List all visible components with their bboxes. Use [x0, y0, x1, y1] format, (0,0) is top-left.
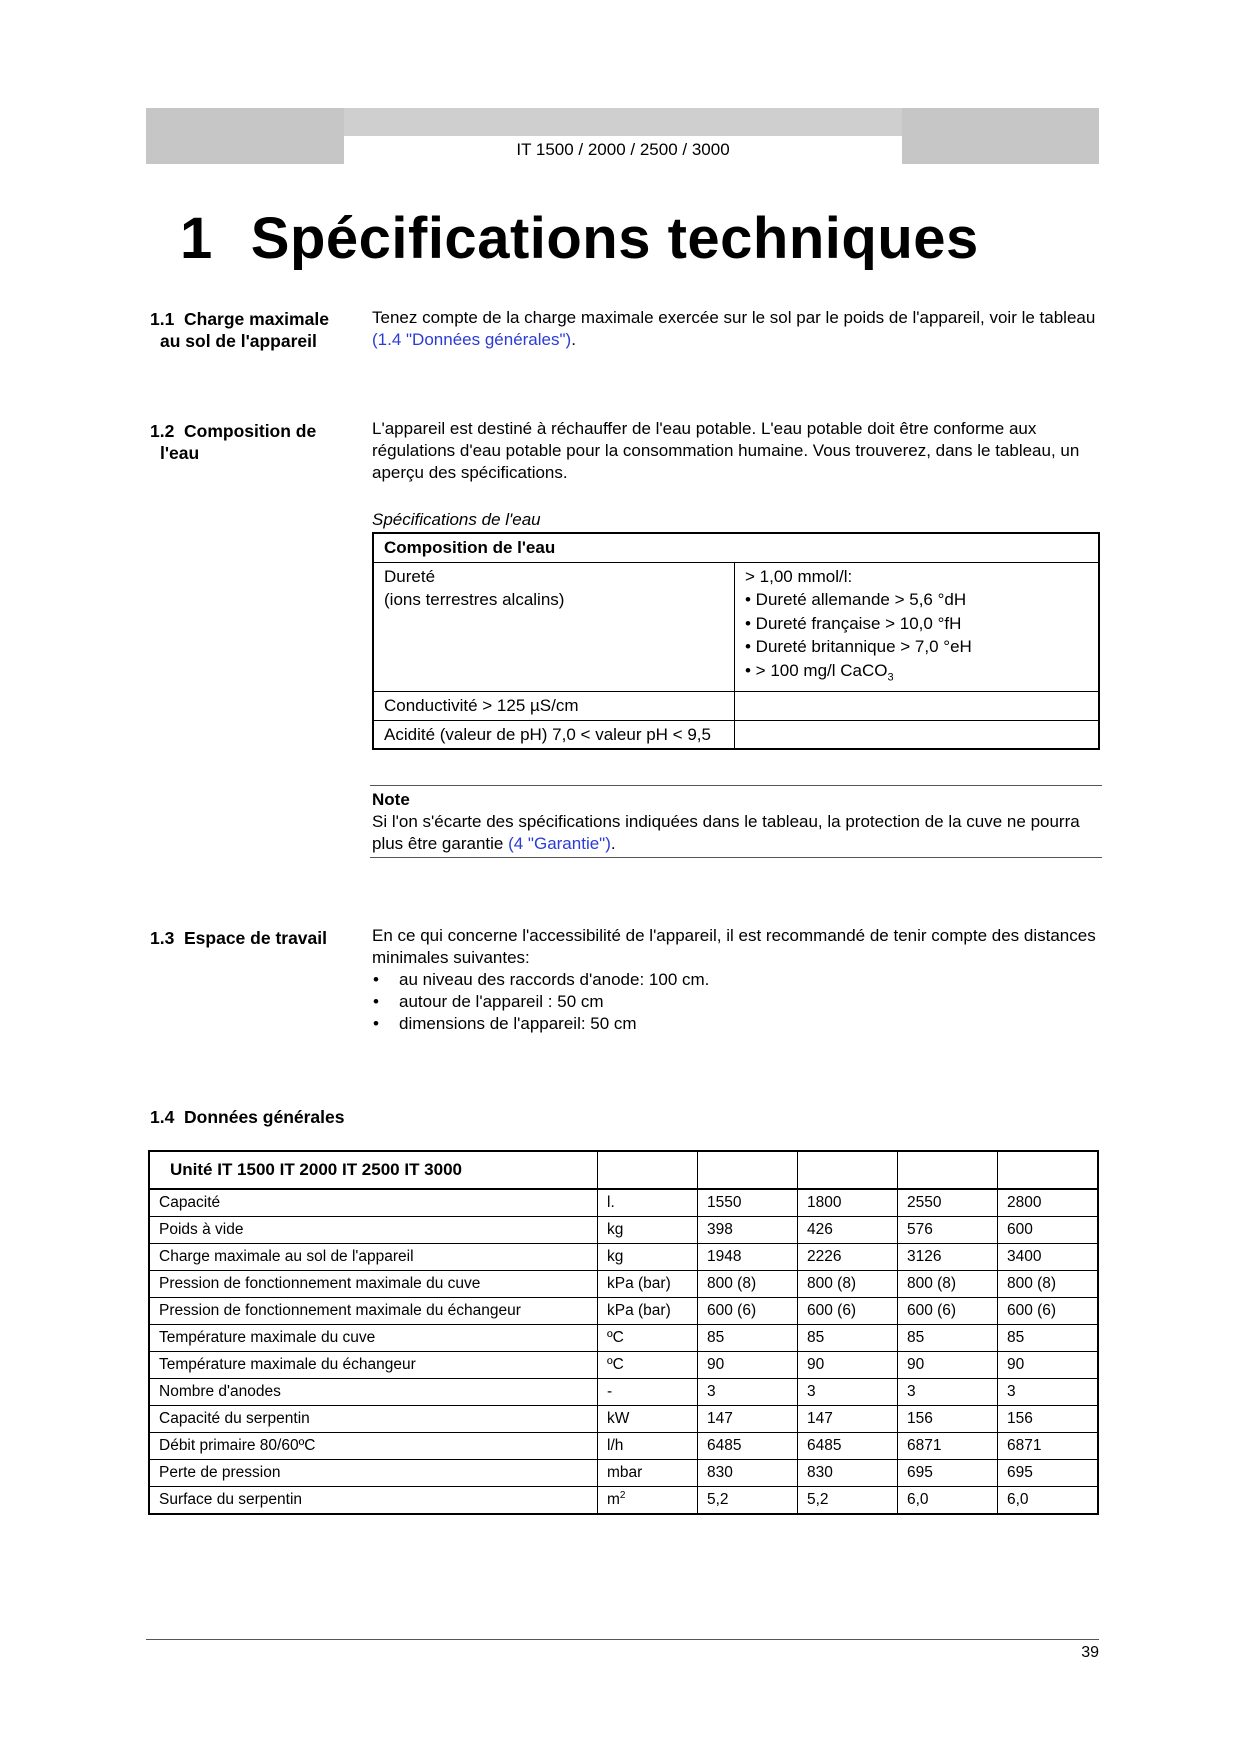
row-label: Surface du serpentin — [149, 1487, 598, 1515]
row-label: Pression de fonctionnement maximale du cuve — [149, 1271, 598, 1298]
section-1-1-body: Tenez compte de la charge maximale exercée sur le sol par le poids de l'appareil, voir le tableau — [372, 308, 1096, 327]
row-value: 800 (8) — [997, 1271, 1098, 1298]
row-unit: l/h — [598, 1433, 698, 1460]
empty-header-cell — [797, 1151, 897, 1189]
header-band-right — [902, 108, 1099, 164]
row-unit: l. — [598, 1189, 698, 1217]
section-1-1-text — [372, 307, 1100, 351]
row-value: 85 — [997, 1325, 1098, 1352]
row-unit: ºC — [598, 1352, 698, 1379]
row-value: 3400 — [997, 1244, 1098, 1271]
row-value: 85 — [698, 1325, 798, 1352]
water-table-header: Composition de l'eau — [373, 533, 1099, 562]
row-unit — [598, 1487, 698, 1515]
section-label-line2: l'eau — [160, 443, 200, 463]
section-label: Espace de travail — [184, 928, 327, 948]
row-value: 6485 — [797, 1433, 897, 1460]
row-value: 3 — [997, 1379, 1098, 1406]
table-row — [149, 1244, 1098, 1271]
table-row — [149, 1271, 1098, 1298]
table-row — [149, 1487, 1098, 1515]
row-value: 576 — [897, 1217, 997, 1244]
distance-list — [372, 969, 1100, 1035]
hardness-value: > 1,00 mmol/l: — [745, 566, 853, 586]
row-unit: kW — [598, 1406, 698, 1433]
row-value: 600 (6) — [797, 1298, 897, 1325]
row-value: 6,0 — [997, 1487, 1098, 1515]
empty-cell — [735, 720, 1100, 749]
row-label: Capacité du serpentin — [149, 1406, 598, 1433]
row-unit: mbar — [598, 1460, 698, 1487]
section-1-2-label — [150, 420, 316, 464]
footer-rule — [146, 1639, 1099, 1640]
row-value: 156 — [997, 1406, 1098, 1433]
acidity-cell: Acidité (valeur de pH) 7,0 < valeur pH < 9,5 — [373, 720, 735, 749]
section-number: 1.2 — [150, 421, 175, 441]
row-value: 90 — [797, 1352, 897, 1379]
section-1-3-text — [372, 925, 1100, 1035]
row-label: Pression de fonctionnement maximale du échangeur — [149, 1298, 598, 1325]
empty-header-cell — [897, 1151, 997, 1189]
header-model-line: IT 1500 / 2000 / 2500 / 3000 — [516, 140, 730, 159]
row-label: Température maximale du échangeur — [149, 1352, 598, 1379]
section-1-3-label — [150, 927, 327, 949]
row-value: 1800 — [797, 1189, 897, 1217]
row-value: 830 — [698, 1460, 798, 1487]
row-unit: - — [598, 1379, 698, 1406]
hardness-values-cell — [735, 562, 1100, 692]
empty-header-cell — [997, 1151, 1098, 1189]
caco3-subscript: 3 — [887, 670, 894, 683]
row-value: 695 — [997, 1460, 1098, 1487]
table-row — [149, 1379, 1098, 1406]
section-number: 1.3 — [150, 928, 175, 948]
row-label: Perte de pression — [149, 1460, 598, 1487]
hardness-value: • Dureté française > 10,0 °fH — [745, 613, 962, 633]
chapter-number: 1 — [180, 206, 213, 271]
row-value: 2550 — [897, 1189, 997, 1217]
section-label: Données générales — [184, 1107, 345, 1127]
hardness-label: Dureté — [384, 566, 436, 586]
section-label-line1: Composition de — [184, 421, 317, 441]
link-garantie[interactable]: (4 "Garantie") — [508, 834, 611, 853]
unit-text: m — [607, 1491, 620, 1509]
note-body: Si l'on s'écarte des spécifications indiquées dans le tableau, la protection de la cuve ne pourra plus être garantie — [372, 812, 1080, 853]
row-value: 6485 — [698, 1433, 798, 1460]
table-row — [149, 1352, 1098, 1379]
note-heading: Note — [372, 790, 410, 809]
caco3-text: • > 100 mg/l CaCO — [745, 660, 888, 680]
row-label: Débit primaire 80/60ºC — [149, 1433, 598, 1460]
row-unit: ºC — [598, 1325, 698, 1352]
water-table-caption: Spécifications de l'eau — [372, 510, 541, 529]
row-value: 3 — [897, 1379, 997, 1406]
hardness-value: • Dureté britannique > 7,0 °eH — [745, 637, 972, 656]
row-value: 426 — [797, 1217, 897, 1244]
row-value: 800 (8) — [797, 1271, 897, 1298]
hardness-value — [745, 659, 1088, 690]
row-value: 600 (6) — [997, 1298, 1098, 1325]
general-data-table — [148, 1150, 1099, 1515]
hardness-sublabel: (ions terrestres alcalins) — [384, 590, 565, 609]
table-row — [149, 1325, 1098, 1352]
row-value: 600 (6) — [698, 1298, 798, 1325]
note-text — [372, 811, 1100, 855]
row-value: 398 — [698, 1217, 798, 1244]
table-row — [149, 1433, 1098, 1460]
table-row — [149, 1406, 1098, 1433]
row-value: 1948 — [698, 1244, 798, 1271]
period: . — [610, 834, 616, 853]
row-value: 5,2 — [698, 1487, 798, 1515]
list-item: • dimensions de l'appareil: 50 cm — [372, 1013, 1100, 1035]
row-unit: kPa (bar) — [598, 1271, 698, 1298]
section-number: 1.4 — [150, 1107, 175, 1127]
header-band-left — [146, 108, 344, 164]
row-value: 3 — [698, 1379, 798, 1406]
header-band-top — [344, 108, 902, 136]
link-donnees-generales[interactable]: (1.4 "Données générales") — [372, 330, 572, 349]
row-value: 85 — [897, 1325, 997, 1352]
row-unit: kg — [598, 1217, 698, 1244]
row-value: 147 — [698, 1406, 798, 1433]
list-item: • au niveau des raccords d'anode: 100 cm. — [372, 969, 1100, 991]
table-row — [149, 1298, 1098, 1325]
row-value: 3 — [797, 1379, 897, 1406]
unit-superscript: 2 — [619, 1490, 626, 1502]
row-unit: kPa (bar) — [598, 1298, 698, 1325]
section-number: 1.1 — [150, 309, 175, 329]
empty-cell — [735, 692, 1100, 721]
page-title — [180, 205, 979, 272]
page-number: 39 — [1081, 1644, 1099, 1661]
row-value: 6,0 — [897, 1487, 997, 1515]
hardness-label-cell — [373, 562, 735, 692]
water-composition-table — [372, 532, 1100, 750]
row-value: 90 — [997, 1352, 1098, 1379]
row-value: 2226 — [797, 1244, 897, 1271]
table-row — [149, 1189, 1098, 1217]
row-value: 800 (8) — [698, 1271, 798, 1298]
note-bottom-rule — [370, 857, 1102, 858]
row-value: 85 — [797, 1325, 897, 1352]
period: . — [571, 330, 576, 349]
row-value: 6871 — [997, 1433, 1098, 1460]
section-1-1-label — [150, 308, 329, 352]
chapter-title: Spécifications techniques — [250, 206, 979, 271]
general-table-body — [149, 1189, 1098, 1514]
row-unit: kg — [598, 1244, 698, 1271]
section-label-line2: au sol de l'appareil — [160, 331, 317, 351]
row-value: 6871 — [897, 1433, 997, 1460]
row-label: Température maximale du cuve — [149, 1325, 598, 1352]
row-value: 3126 — [897, 1244, 997, 1271]
section-1-3-body: En ce qui concerne l'accessibilité de l'appareil, il est recommandé de tenir compte des distances minimales suivantes: — [372, 926, 1096, 967]
section-1-4-label — [150, 1106, 344, 1128]
row-value: 1550 — [698, 1189, 798, 1217]
row-value: 695 — [897, 1460, 997, 1487]
row-value: 830 — [797, 1460, 897, 1487]
hardness-value: • Dureté allemande > 5,6 °dH — [745, 590, 967, 609]
conductivity-cell: Conductivité > 125 µS/cm — [373, 692, 735, 721]
empty-header-cell — [698, 1151, 798, 1189]
row-label: Charge maximale au sol de l'appareil — [149, 1244, 598, 1271]
row-value: 90 — [698, 1352, 798, 1379]
section-1-2-text: L'appareil est destiné à réchauffer de l'eau potable. L'eau potable doit être conforme aux régulations d'eau potable pour la consommation humaine. Vous trouverez, dans le tableau, un aperçu des spécifications. — [372, 419, 1080, 482]
row-value: 2800 — [997, 1189, 1098, 1217]
list-item: • autour de l'appareil : 50 cm — [372, 991, 1100, 1013]
row-value: 800 (8) — [897, 1271, 997, 1298]
section-label-line1: Charge maximale — [184, 309, 329, 329]
row-value: 600 — [997, 1217, 1098, 1244]
row-label: Nombre d'anodes — [149, 1379, 598, 1406]
row-label: Poids à vide — [149, 1217, 598, 1244]
note-top-rule — [370, 785, 1102, 786]
row-value: 147 — [797, 1406, 897, 1433]
table-row — [149, 1460, 1098, 1487]
row-value: 156 — [897, 1406, 997, 1433]
empty-header-cell — [598, 1151, 698, 1189]
row-value: 90 — [897, 1352, 997, 1379]
general-table-header: Unité IT 1500 IT 2000 IT 2500 IT 3000 — [149, 1151, 598, 1189]
table-row — [149, 1217, 1098, 1244]
row-label: Capacité — [149, 1189, 598, 1217]
row-value: 600 (6) — [897, 1298, 997, 1325]
row-value: 5,2 — [797, 1487, 897, 1515]
